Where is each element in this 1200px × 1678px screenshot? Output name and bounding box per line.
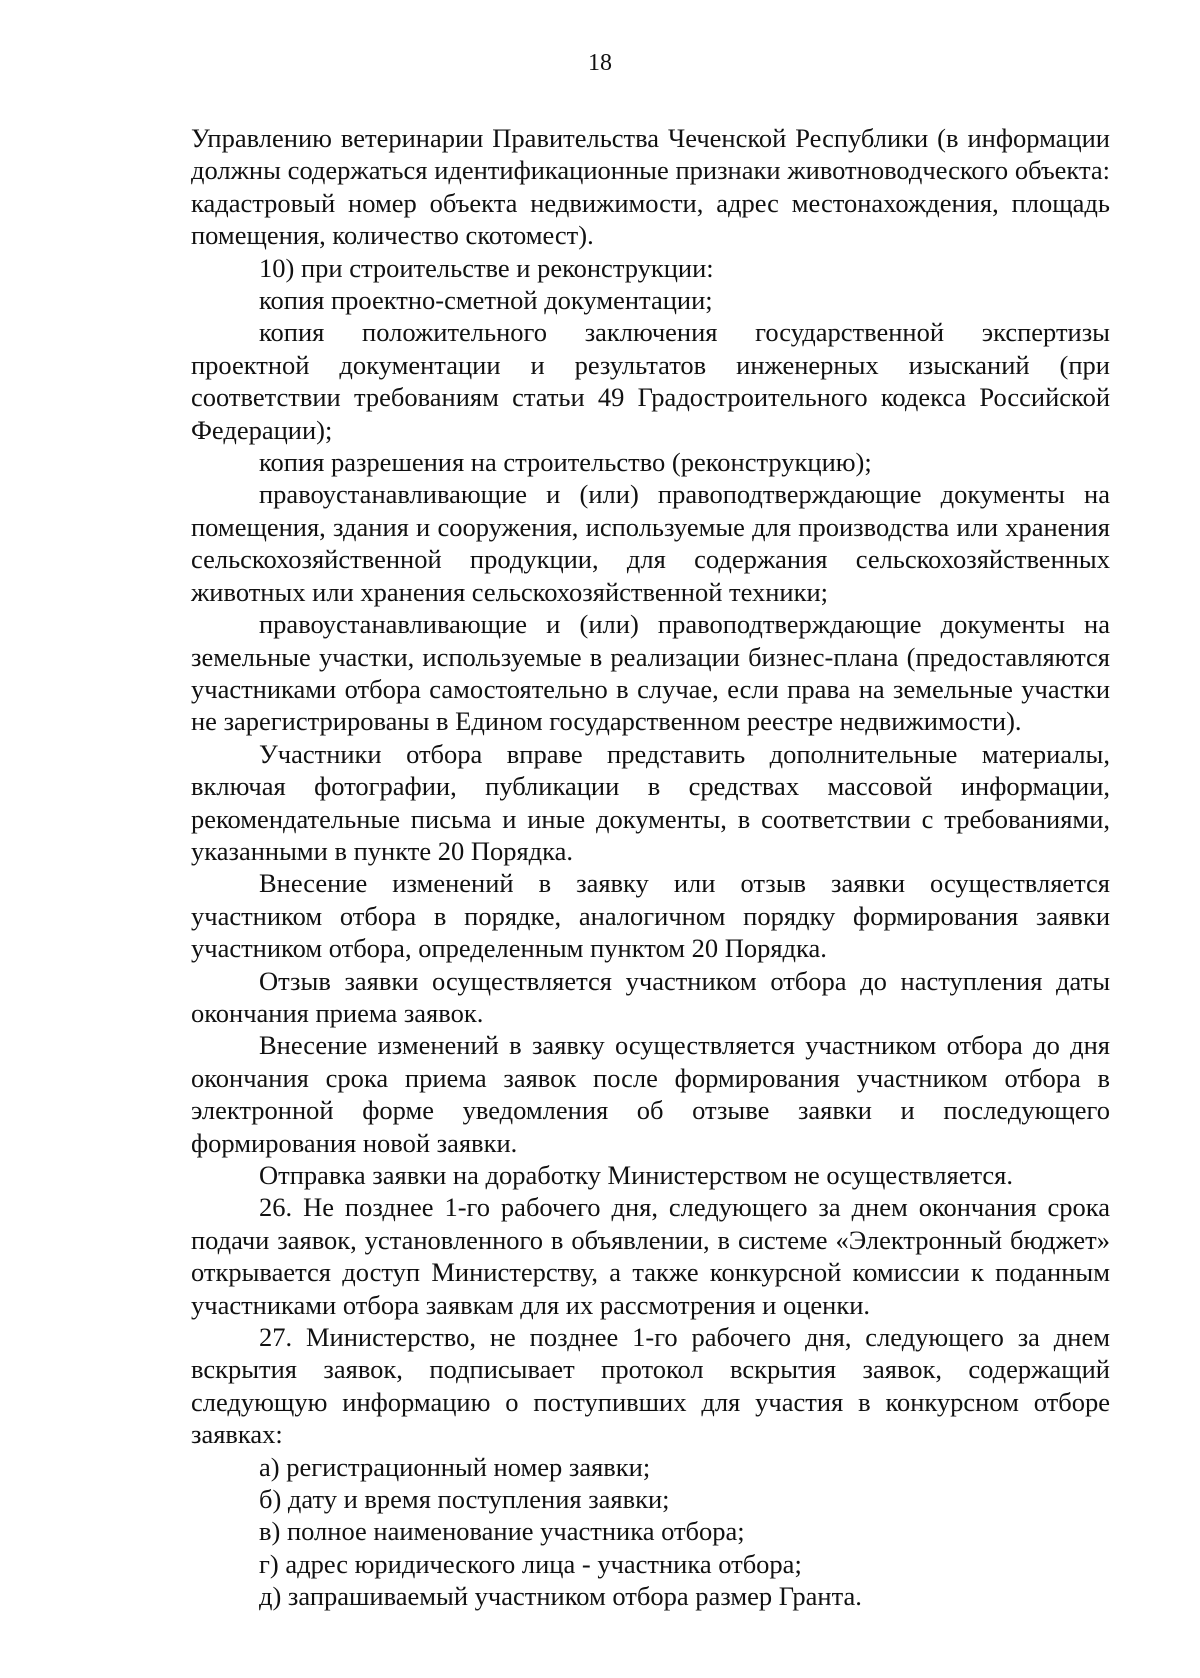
paragraph-additional-materials: Участники отбора вправе представить дополнительные материалы, включая фотографии, публикации в средствах массовой информации, рекомендательные письма и иные документы, в соответствии с требованиями, указанными в пункте 20 Порядка. [191, 738, 1110, 866]
paragraph-clause-26: 26. Не позднее 1-го рабочего дня, следующего за днем окончания срока подачи заявок, установленного в объявлении, в системе «Электронный бюджет» открывается доступ Министерству, а также конкурсной комиссии к поданным участниками отбора заявкам для их рассмотрения и оценки. [191, 1192, 1110, 1320]
page-number: 18 [588, 50, 612, 76]
list-item-v: в) полное наименование участника отбора; [259, 1516, 745, 1547]
paragraph-construction-permit: копия разрешения на строительство (реконструкцию); [259, 447, 872, 478]
paragraph-expertise-conclusion: копия положительного заключения государственной экспертизы проектной документации и результатов инженерных изысканий (при соответствии требованиям статьи 49 Градостроительного кодекса Российской Федерации); [191, 317, 1110, 445]
paragraph-item-10: 10) при строительстве и реконструкции: [259, 252, 714, 283]
paragraph-veterinary-info: Управлению ветеринарии Правительства Чеченской Республики (в информации должны содержаться идентификационные признаки животноводческого объекта: кадастровый номер объекта недвижимости, адрес местонахождения, площадь помещения, количество скотомест). [191, 123, 1110, 251]
list-item-b: б) дату и время поступления заявки; [259, 1484, 670, 1515]
paragraph-changes-deadline: Внесение изменений в заявку осуществляется участником отбора до дня окончания срока приема заявок после формирования участником отбора в электронной форме уведомления об отзыве заявки и последующего формирования новой заявки. [191, 1030, 1110, 1158]
paragraph-premises-documents: правоустанавливающие и (или) правоподтверждающие документы на помещения, здания и сооружения, используемые для производства или хранения сельскохозяйственной продукции, для содержания сельскохозяйственных животных или хранения сельскохозяйственной техники; [191, 479, 1110, 607]
list-item-d: д) запрашиваемый участником отбора размер Гранта. [259, 1581, 862, 1612]
paragraph-clause-27: 27. Министерство, не позднее 1-го рабочего дня, следующего за днем вскрытия заявок, подписывает протокол вскрытия заявок, содержащий следующую информацию о поступивших для участия в конкурсном отборе заявках: [191, 1322, 1110, 1450]
document-body [191, 122, 1110, 1613]
paragraph-design-estimate-copy: копия проектно-сметной документации; [259, 285, 713, 316]
paragraph-application-changes: Внесение изменений в заявку или отзыв заявки осуществляется участником отбора в порядке, аналогичном порядку формирования заявки участником отбора, определенным пунктом 20 Порядка. [191, 868, 1110, 964]
paragraph-land-documents: правоустанавливающие и (или) правоподтверждающие документы на земельные участки, используемые в реализации бизнес-плана (предоставляются участниками отбора самостоятельно в случае, если права на земельные участки не зарегистрированы в Едином государственном реестре недвижимости). [191, 609, 1110, 737]
paragraph-no-revision: Отправка заявки на доработку Министерством не осуществляется. [259, 1160, 1013, 1190]
paragraph-application-withdrawal: Отзыв заявки осуществляется участником отбора до наступления даты окончания приема заявок. [191, 965, 1110, 1028]
list-item-g: г) адрес юридического лица - участника отбора; [259, 1548, 802, 1579]
list-item-a: а) регистрационный номер заявки; [259, 1451, 651, 1482]
